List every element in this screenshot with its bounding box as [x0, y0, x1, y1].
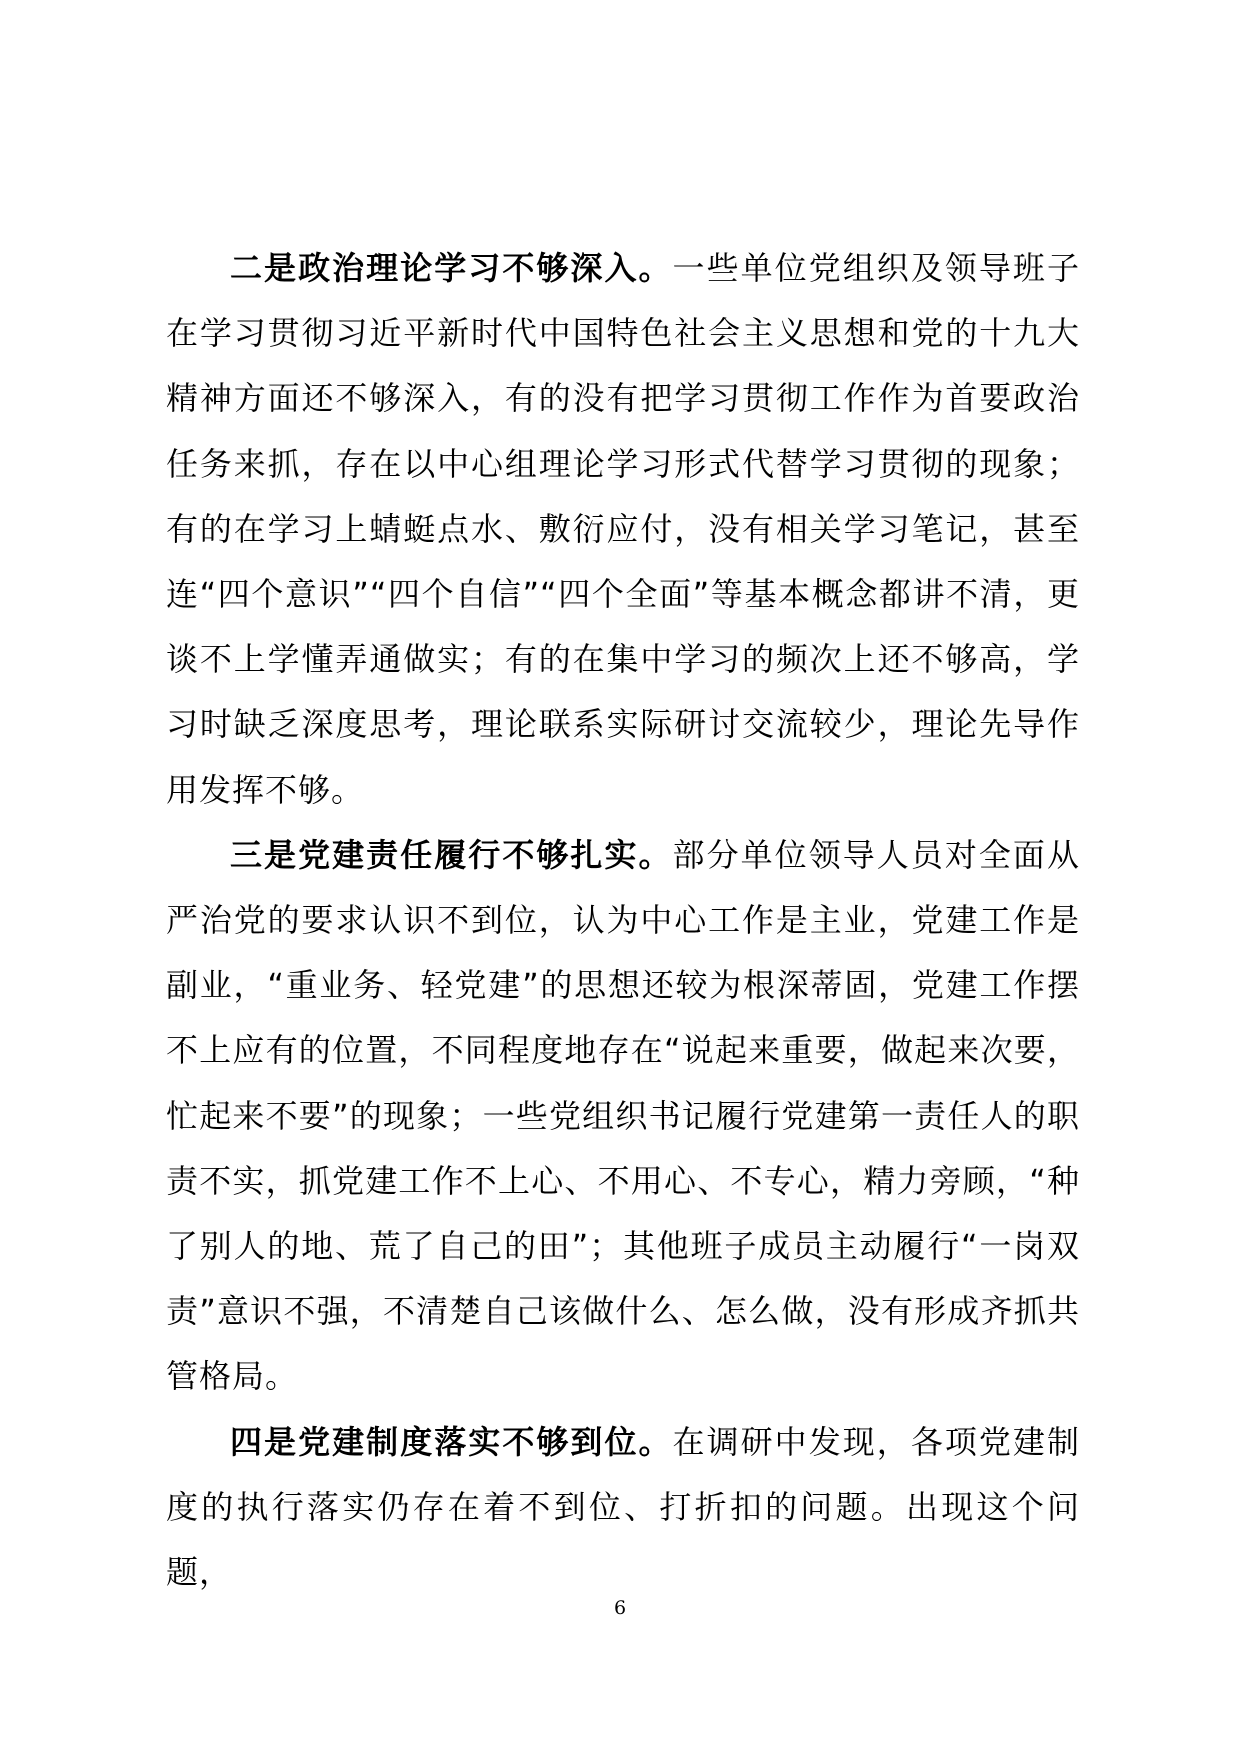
page-number: 6 — [613, 1597, 627, 1619]
paragraph-lead-heading: 二是政治理论学习不够深入。 — [230, 249, 673, 287]
paragraph-party-building-responsibility — [166, 823, 1080, 1410]
paragraph-text: 一些单位党组织及领导班子在学习贯彻习近平新时代中国特色社会主义思想和党的十九大精神方面还不够深入，有的没有把学习贯彻工作作为首要政治任务来抓，存在以中心组理论学习形式代替学习贯彻的现象；有的在学习上蜻蜓点水、敷衍应付，没有相关学习笔记，甚至连“四个意识”“四个自信”“四个全面”等基本概念都讲不清，更谈不上学懂弄通做实；有的在集中学习的频次上还不够高，学习时缺乏深度思考，理论联系实际研讨交流较少，理论先导作用发挥不够。 — [166, 249, 1080, 809]
paragraph-text: 部分单位领导人员对全面从严治党的要求认识不到位，认为中心工作是主业，党建工作是副业，“重业务、轻党建”的思想还较为根深蒂固，党建工作摆不上应有的位置，不同程度地存在“说起来重要，做起来次要，忙起来不要”的现象；一些党组织书记履行党建第一责任人的职责不实，抓党建工作不上心、不用心、不专心，精力旁顾，“种了别人的地、荒了自己的田”；其他班子成员主动履行“一岗双责”意识不强，不清楚自己该做什么、怎么做，没有形成齐抓共管格局。 — [166, 835, 1080, 1396]
paragraph-lead-heading: 四是党建制度落实不够到位。 — [230, 1422, 673, 1461]
paragraph-lead-heading: 三是党建责任履行不够扎实。 — [230, 835, 673, 874]
paragraph-party-building-system — [166, 1410, 1080, 1606]
paragraph-political-theory-study — [166, 236, 1080, 823]
paragraph-text: 在调研中发现，各项党建制度的执行落实仍存在着不到位、打折扣的问题。出现这个问题， — [166, 1422, 1080, 1592]
document-body — [166, 236, 1080, 1605]
